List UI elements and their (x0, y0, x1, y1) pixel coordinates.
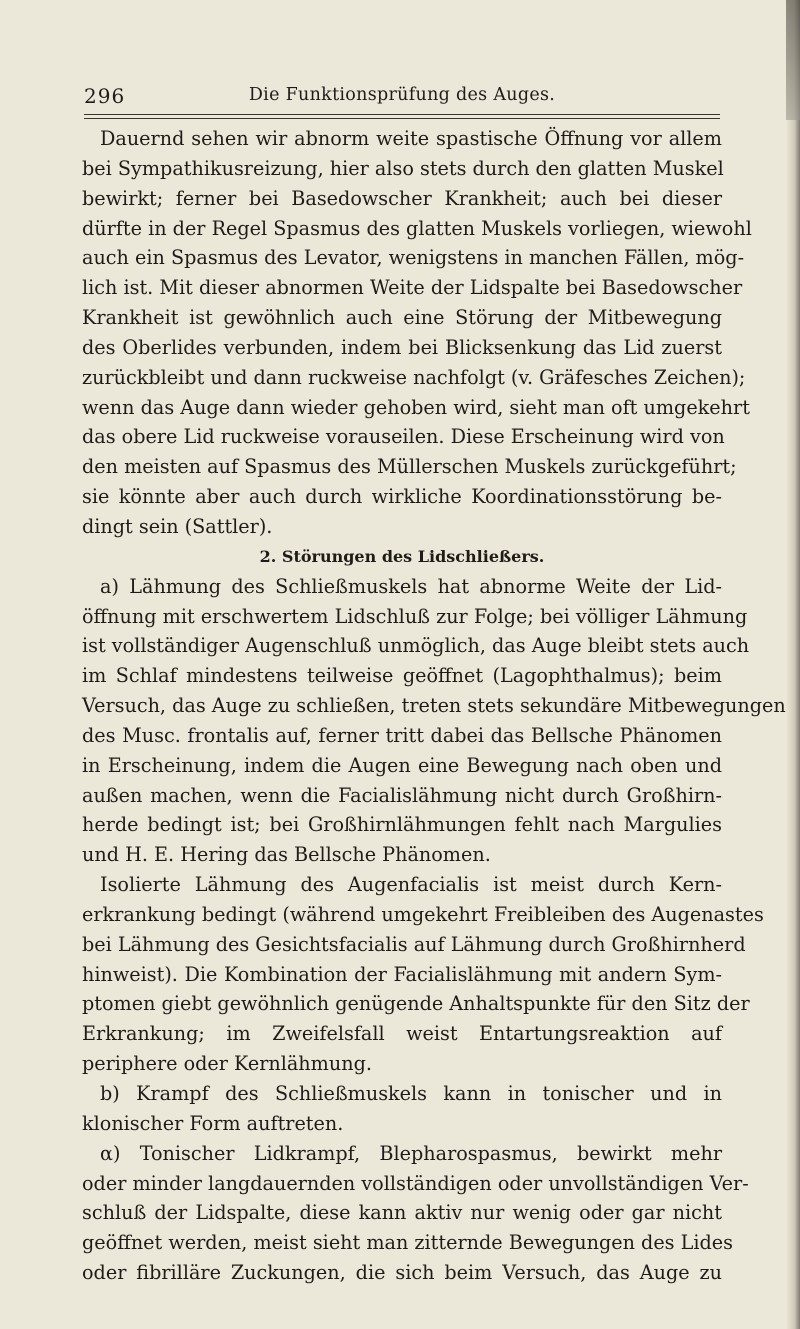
text-line: ist vollständiger Augenschluß unmöglich, das Auge bleibt stets auch (82, 634, 750, 658)
text-line: schluß der Lidspalte, diese kann aktiv nur wenig oder gar nicht (82, 1201, 722, 1225)
running-title: Die Funktionsprüfung des Auges. (248, 85, 556, 105)
text-line: dürfte in der Regel Spasmus des glatten Muskels vorliegen, wiewohl (82, 216, 752, 240)
running-header (84, 84, 720, 114)
text-line: oder minder langdauernden vollständigen oder unvollständigen Ver- (82, 1171, 749, 1195)
text-line: in Erscheinung, indem die Augen eine Bewegung nach oben und (82, 753, 722, 777)
text-line: bei Sympathikusreizung, hier also stets durch den glatten Muskel (82, 156, 724, 180)
text-line: klonischer Form auftreten. (82, 1111, 344, 1135)
page-edge-shadow (786, 0, 800, 1329)
text-line: erkrankung bedingt (während umgekehrt Freibleiben des Augenastes (82, 902, 764, 926)
text-line: außen machen, wenn die Facialislähmung nicht durch Großhirn- (82, 783, 722, 807)
text-line: dingt sein (Sattler). (82, 514, 273, 538)
text-line: Dauernd sehen wir abnorm weite spastische Öffnung vor allem (100, 127, 722, 150)
text-line: bei Lähmung des Gesichtsfacialis auf Lähmung durch Großhirnherd (82, 932, 746, 956)
text-line: geöffnet werden, meist sieht man zitternde Bewegungen des Lides (82, 1231, 733, 1255)
section-heading: 2. Störungen des Lidschließers. (259, 546, 545, 566)
page-number: 296 (84, 84, 126, 108)
text-line: des Musc. frontalis auf, ferner tritt dabei das Bellsche Phänomen (82, 723, 722, 747)
text-line: Erkrankung; im Zweifelsfall weist Entartungsreaktion auf (82, 1022, 722, 1046)
text-line: sie könnte aber auch durch wirkliche Koordinationsstörung be- (82, 485, 722, 509)
text-line: a) Lähmung des Schließmuskels hat abnorme Weite der Lid- (100, 574, 722, 598)
text-line: Krankheit ist gewöhnlich auch eine Störung der Mitbewegung (82, 306, 722, 330)
text-line: hinweist). Die Kombination der Facialislähmung mit andern Sym- (82, 962, 722, 986)
text-line: wenn das Auge dann wieder gehoben wird, sieht man oft umgekehrt (82, 395, 750, 419)
text-line: bewirkt; ferner bei Basedowscher Krankheit; auch bei dieser (82, 186, 722, 210)
text-line: zurückbleibt und dann ruckweise nachfolgt (v. Gräfesches Zeichen); (82, 365, 746, 389)
body-text (82, 124, 786, 1288)
text-line: im Schlaf mindestens teilweise geöffnet (Lagophthalmus); beim (82, 664, 722, 688)
header-rule (84, 114, 720, 119)
text-line: α) Tonischer Lidkrampf, Blepharospasmus, bewirkt mehr (100, 1141, 722, 1165)
text-line: oder fibrilläre Zuckungen, die sich beim Versuch, das Auge zu (82, 1261, 722, 1285)
text-line: herde bedingt ist; bei Großhirnlähmungen fehlt nach Margulies (82, 813, 722, 837)
text-line: periphere oder Kernlähmung. (82, 1052, 372, 1076)
text-line: auch ein Spasmus des Levator, wenigstens in manchen Fällen, mög- (82, 246, 745, 270)
text-line: Isolierte Lähmung des Augenfacialis ist meist durch Kern- (100, 873, 722, 897)
text-line: Versuch, das Auge zu schließen, treten stets sekundäre Mitbewegungen (82, 694, 786, 718)
page-edge-shadow-top (786, 0, 800, 120)
text-line: lich ist. Mit dieser abnormen Weite der Lidspalte bei Basedowscher (82, 276, 743, 300)
text-line: und H. E. Hering das Bellsche Phänomen. (82, 843, 491, 867)
text-line: ptomen giebt gewöhnlich genügende Anhaltspunkte für den Sitz der (82, 992, 750, 1016)
text-line: öffnung mit erschwertem Lidschluß zur Folge; bei völliger Lähmung (82, 604, 748, 628)
text-line: des Oberlides verbunden, indem bei Blicksenkung das Lid zuerst (82, 335, 722, 359)
text-line: b) Krampf des Schließmuskels kann in tonischer und in (100, 1082, 722, 1105)
text-line: den meisten auf Spasmus des Müllerschen Muskels zurückgeführt; (82, 455, 737, 479)
text-line: das obere Lid ruckweise vorauseilen. Diese Erscheinung wird von (82, 425, 725, 449)
